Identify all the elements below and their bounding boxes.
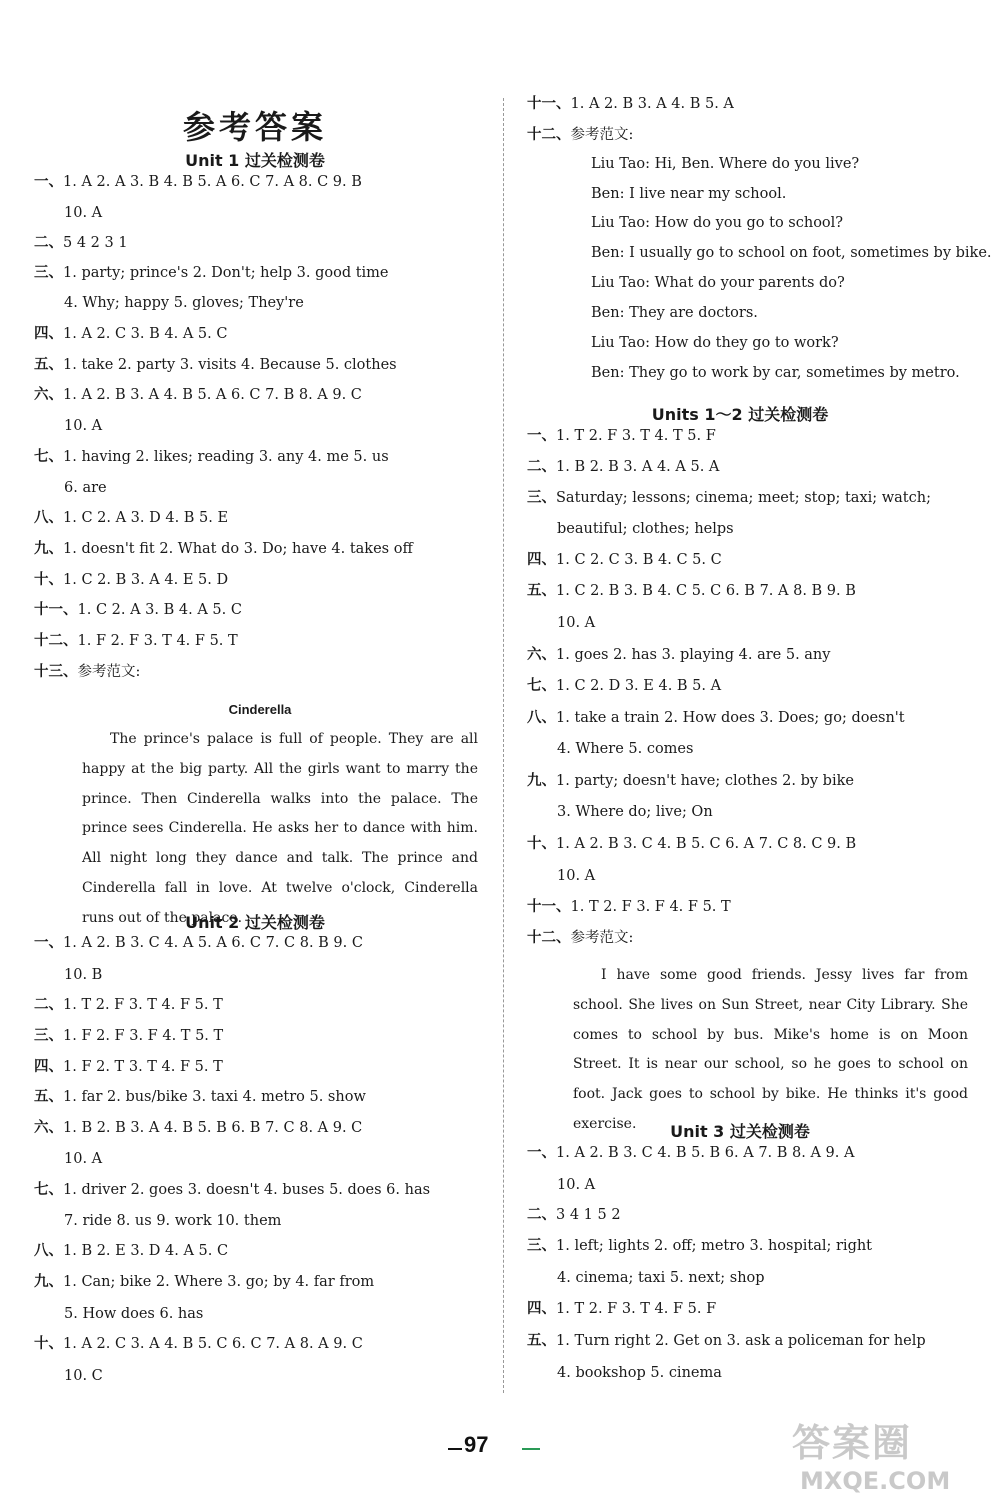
answer-text: Ben: They are doctors. [591, 305, 758, 321]
answer-line [64, 203, 102, 223]
answer-text: 1. B 2. E 3. D 4. A 5. C [63, 1243, 229, 1259]
question-number: 二、 [527, 459, 556, 475]
question-number: 十、 [34, 1336, 63, 1352]
answer-line [64, 965, 102, 985]
essay1-text [82, 725, 478, 934]
answer-text: 参考范文: [570, 930, 634, 946]
answer-text: 参考范文: [77, 664, 141, 680]
answer-line [34, 355, 397, 375]
question-number: 十、 [34, 572, 63, 588]
answer-text: 1. T 2. F 3. F 4. F 5. T [570, 899, 731, 915]
question-number: 四、 [527, 552, 556, 568]
answer-text: 10. C [64, 1368, 103, 1384]
watermark-url: MXQE.COM [800, 1467, 951, 1495]
answer-text: 1. T 2. F 3. T 4. T 5. F [556, 428, 716, 444]
answer-text: 3 4 1 5 2 [556, 1207, 621, 1223]
section-heading: Unit 2 过关检测卷 [185, 913, 325, 932]
essay-line [591, 363, 960, 383]
answer-text: 1. having 2. likes; reading 3. any 4. me 5. us [63, 449, 389, 465]
answer-text: 1. A 2. B 3. C 4. B 5. B 6. A 7. B 8. A 9. A [556, 1145, 855, 1161]
answer-line [34, 600, 242, 620]
question-number: 七、 [527, 678, 556, 694]
answer-line [527, 550, 722, 570]
question-number: 二、 [34, 235, 63, 251]
answer-line [34, 263, 389, 283]
answer-text: 10. A [64, 418, 103, 434]
answer-text: 1. far 2. bus/bike 3. taxi 4. metro 5. show [63, 1089, 366, 1105]
answer-line [34, 631, 238, 651]
answer-line [557, 519, 734, 539]
question-number: 三、 [527, 490, 556, 506]
answer-line [557, 1268, 765, 1288]
question-number: 三、 [527, 1238, 556, 1254]
answer-line [527, 928, 633, 948]
answer-line [64, 293, 304, 313]
answer-text: 1. C 2. A 3. D 4. B 5. E [63, 510, 229, 526]
question-number: 十一、 [527, 96, 571, 112]
answer-line [527, 897, 731, 917]
question-number: 九、 [34, 541, 63, 557]
answer-line [34, 1334, 363, 1354]
question-number: 二、 [34, 997, 63, 1013]
answer-text: 1. A 2. B 3. A 4. B 5. A 6. C 7. B 8. A 9. C [63, 387, 362, 403]
answer-text: 1. F 2. F 3. T 4. F 5. T [77, 633, 238, 649]
answer-text: 1. C 2. B 3. A 4. E 5. D [63, 572, 229, 588]
answer-line [527, 771, 854, 791]
question-number: 八、 [34, 510, 63, 526]
answer-text: 1. B 2. B 3. A 4. A 5. A [556, 459, 720, 475]
page-number-dash-right [522, 1448, 540, 1450]
section-heading: Units 1～2 过关检测卷 [651, 405, 829, 424]
answer-line [557, 1175, 595, 1195]
answer-line [527, 834, 856, 854]
question-number: 十二、 [527, 930, 571, 946]
question-number: 八、 [34, 1243, 63, 1259]
answer-text: Ben: I usually go to school on foot, sometimes by bike. [591, 245, 992, 261]
question-number: 六、 [34, 1120, 63, 1136]
answer-line [34, 1272, 374, 1292]
question-number: 五、 [34, 1089, 63, 1105]
answer-text: 1. B 2. B 3. A 4. B 5. B 6. B 7. C 8. A 9. C [63, 1120, 363, 1136]
essay-line [591, 303, 758, 323]
answer-line [64, 1366, 103, 1386]
answer-text: 1. take a train 2. How does 3. Does; go; doesn't [556, 710, 905, 726]
question-number: 一、 [34, 174, 63, 190]
answer-text: 1. left; lights 2. off; metro 3. hospital; right [556, 1238, 873, 1254]
answer-line [557, 802, 713, 822]
question-number: 二、 [527, 1207, 556, 1223]
answer-line [34, 172, 362, 192]
essay-line [591, 243, 992, 263]
answer-text: 4. bookshop 5. cinema [557, 1365, 722, 1381]
answer-line [34, 1026, 223, 1046]
answer-line [527, 94, 734, 114]
answer-line [34, 385, 362, 405]
essay-line [591, 213, 843, 233]
answer-text: 4. Where 5. comes [557, 741, 694, 757]
answer-line [527, 488, 931, 508]
answer-line [34, 539, 413, 559]
answer-line [34, 324, 227, 344]
answer-text: 1. party; doesn't have; clothes 2. by bike [556, 773, 854, 789]
answer-line [64, 478, 107, 498]
question-number: 一、 [527, 1145, 556, 1161]
answer-text: 1. T 2. F 3. T 4. F 5. F [556, 1301, 717, 1317]
answer-text: Saturday; lessons; cinema; meet; stop; taxi; watch; [556, 490, 931, 506]
essay2-body: I have some good friends. Jessy lives far from school. She lives on Sun Street, near City Library. She comes to school by bus. Mike's home is on Moon Street. It is near our school, so he goes to school on foot. Jack goes to school by bike. He thinks it's good exercise. [573, 967, 968, 1132]
answer-text: 1. party; prince's 2. Don't; help 3. good time [63, 265, 389, 281]
question-number: 七、 [34, 1182, 63, 1198]
question-number: 七、 [34, 449, 63, 465]
answer-line [64, 416, 102, 436]
answer-line [527, 1236, 872, 1256]
answer-text: Ben: They go to work by car, sometimes by metro. [591, 365, 960, 381]
answer-line [527, 676, 721, 696]
question-number: 五、 [527, 583, 556, 599]
question-number: 十、 [527, 836, 556, 852]
answer-text: 1. A 2. B 3. C 4. A 5. A 6. C 7. C 8. B 9. C [63, 935, 363, 951]
answer-line [34, 1241, 228, 1261]
question-number: 五、 [34, 357, 63, 373]
question-number: 十一、 [527, 899, 571, 915]
question-number: 一、 [527, 428, 556, 444]
answer-line [557, 1363, 722, 1383]
answer-line [34, 1180, 430, 1200]
question-number: 十二、 [527, 127, 571, 143]
question-number: 六、 [527, 647, 556, 663]
question-number: 四、 [34, 326, 63, 342]
answer-line [34, 233, 128, 253]
answer-text: 1. A 2. C 3. B 4. A 5. C [63, 326, 228, 342]
answer-line [64, 1304, 203, 1324]
answer-text: 1. driver 2. goes 3. doesn't 4. buses 5. does 6. has [63, 1182, 431, 1198]
answer-line [557, 739, 693, 759]
answer-text: Liu Tao: What do your parents do? [591, 275, 845, 291]
answer-line [34, 933, 363, 953]
question-number: 四、 [34, 1059, 63, 1075]
answer-line [527, 645, 830, 665]
question-number: 六、 [34, 387, 63, 403]
column-divider [503, 98, 504, 1393]
answer-text: Liu Tao: How do you go to school? [591, 215, 844, 231]
question-number: 四、 [527, 1301, 556, 1317]
answer-text: Liu Tao: How do they go to work? [591, 335, 839, 351]
answer-line [557, 866, 595, 886]
question-number: 三、 [34, 1028, 63, 1044]
essay-line [591, 273, 845, 293]
page-title: 参考答案 [182, 108, 327, 146]
answer-text: 1. C 2. C 3. B 4. C 5. C [556, 552, 722, 568]
answer-line [34, 1118, 362, 1138]
section-heading: Unit 1 过关检测卷 [185, 151, 325, 170]
answer-text: 5 4 2 3 1 [63, 235, 128, 251]
answer-text: Liu Tao: Hi, Ben. Where do you live? [591, 156, 860, 172]
answer-line [34, 662, 140, 682]
answer-text: 5. How does 6. has [64, 1306, 204, 1322]
question-number: 十三、 [34, 664, 78, 680]
answer-line [527, 125, 633, 145]
watermark-text: 答案圈 [792, 1421, 913, 1465]
answer-text: 1. take 2. party 3. visits 4. Because 5. clothes [63, 357, 397, 373]
answer-text: 3. Where do; live; On [557, 804, 713, 820]
answer-line [34, 570, 228, 590]
answer-text: 1. goes 2. has 3. playing 4. are 5. any [556, 647, 831, 663]
answer-text: 1. A 2. C 3. A 4. B 5. C 6. C 7. A 8. A 9. C [63, 1336, 363, 1352]
answer-line [64, 1211, 281, 1231]
answer-line [527, 1331, 926, 1351]
answer-text: 10. A [557, 615, 596, 631]
answer-text: 4. Why; happy 5. gloves; They're [64, 295, 304, 311]
answer-text: beautiful; clothes; helps [557, 521, 734, 537]
answer-text: 1. F 2. T 3. T 4. F 5. T [63, 1059, 223, 1075]
question-number: 十一、 [34, 602, 78, 618]
question-number: 一、 [34, 935, 63, 951]
question-number: 十二、 [34, 633, 78, 649]
essay1-body: The prince's palace is full of people. They are all happy at the big party. All the girls want to marry the prince. Then Cinderella walks into the palace. The prince sees Cinderella. He asks her to dance with him. All night long they dance and talk. The prince and Cinderella fall in love. At twelve o'clock, Cinderella runs out of the palace. [82, 731, 478, 926]
answer-line [527, 1143, 854, 1163]
answer-text: 10. A [64, 205, 103, 221]
essay-line [591, 154, 859, 174]
answer-line [34, 508, 228, 528]
answer-text: 1. A 2. B 3. A 4. B 5. A [570, 96, 734, 112]
answer-text: 10. A [64, 1151, 103, 1167]
essay-line [591, 184, 786, 204]
answer-text: 1. Turn right 2. Get on 3. ask a policeman for help [556, 1333, 926, 1349]
answer-text: 1. A 2. B 3. C 4. B 5. C 6. A 7. C 8. C 9. B [556, 836, 857, 852]
question-number: 九、 [527, 773, 556, 789]
answer-line [34, 1087, 366, 1107]
watermark-logo [792, 1412, 992, 1495]
question-number: 三、 [34, 265, 63, 281]
answer-line [64, 1149, 102, 1169]
answer-text: 参考范文: [570, 127, 634, 143]
answer-text: 4. cinema; taxi 5. next; shop [557, 1270, 765, 1286]
question-number: 五、 [527, 1333, 556, 1349]
answer-line [34, 447, 389, 467]
section-heading: Unit 3 过关检测卷 [670, 1122, 810, 1141]
answer-line [527, 457, 719, 477]
answer-text: 1. A 2. A 3. B 4. B 5. A 6. C 7. A 8. C 9. B [63, 174, 362, 190]
answer-line [527, 1299, 716, 1319]
answer-text: 1. doesn't fit 2. What do 3. Do; have 4. takes off [63, 541, 413, 557]
answer-line [527, 708, 905, 728]
question-number: 九、 [34, 1274, 63, 1290]
answer-text: 1. C 2. A 3. B 4. A 5. C [77, 602, 242, 618]
page-number-dash-left [448, 1448, 462, 1450]
answer-line [527, 1205, 621, 1225]
answer-text: 10. A [557, 1177, 596, 1193]
answer-text: 10. B [64, 967, 103, 983]
answer-text: 1. C 2. B 3. B 4. C 5. C 6. B 7. A 8. B 9. B [556, 583, 856, 599]
answer-text: 1. F 2. F 3. F 4. T 5. T [63, 1028, 224, 1044]
answer-line [557, 613, 595, 633]
answer-text: Ben: I live near my school. [591, 186, 787, 202]
answer-line [527, 426, 716, 446]
essay2-text [573, 961, 968, 1140]
page-number: 97 [464, 1432, 489, 1457]
answer-text: 7. ride 8. us 9. work 10. them [64, 1213, 282, 1229]
answer-text: 6. are [64, 480, 107, 496]
answer-text: 10. A [557, 868, 596, 884]
answer-line [34, 995, 223, 1015]
answer-text: 1. T 2. F 3. T 4. F 5. T [63, 997, 223, 1013]
essay1-title: Cinderella [228, 702, 292, 717]
question-number: 八、 [527, 710, 556, 726]
answer-text: 1. C 2. D 3. E 4. B 5. A [556, 678, 722, 694]
essay-line [591, 333, 839, 353]
answer-text: 1. Can; bike 2. Where 3. go; by 4. far from [63, 1274, 375, 1290]
answer-line [527, 581, 856, 601]
answer-line [34, 1057, 223, 1077]
